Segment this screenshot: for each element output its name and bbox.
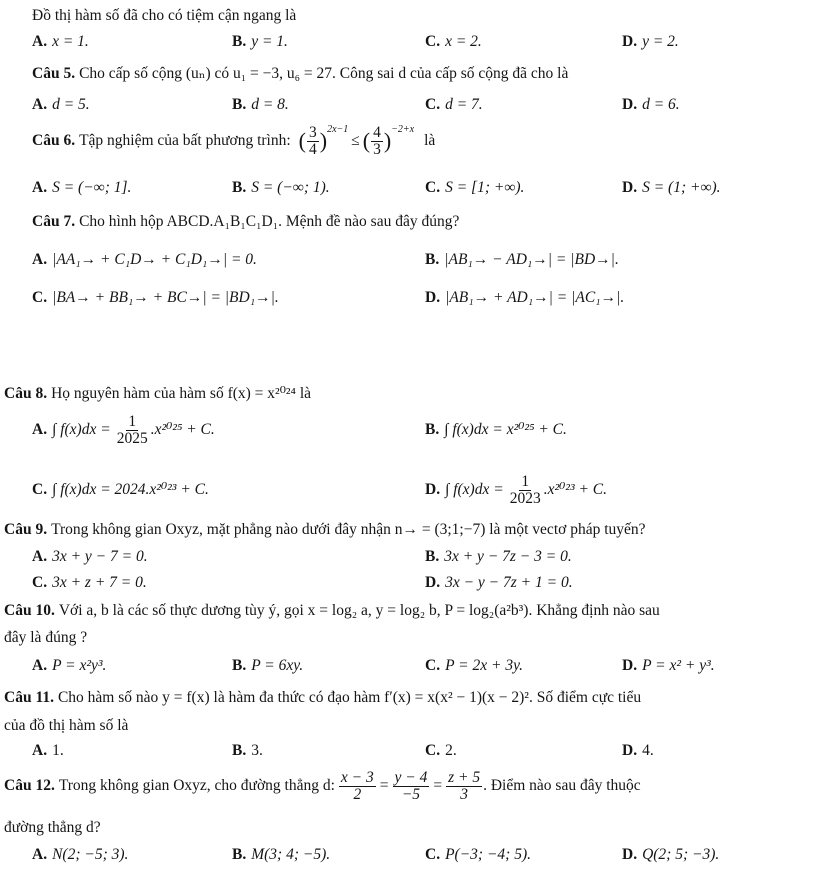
option-text-pre: ∫ f(x)dx = bbox=[445, 481, 504, 498]
frac-numerator: 1 bbox=[521, 472, 530, 490]
option-label: B. bbox=[232, 179, 247, 196]
option-label: A. bbox=[32, 421, 48, 438]
option-label: B. bbox=[232, 657, 247, 674]
q6-option-a[interactable] bbox=[32, 178, 131, 198]
question-number: Câu 8. bbox=[4, 385, 48, 402]
option-text: 2. bbox=[445, 742, 457, 759]
option-text: S = (−∞; 1]. bbox=[52, 179, 132, 196]
frac-denominator: 2 bbox=[353, 785, 362, 803]
q9-option-d[interactable] bbox=[425, 573, 573, 593]
option-text: |AA₁→ + C₁D→ + C₁D₁→| = 0. bbox=[52, 251, 257, 268]
option-label: D. bbox=[622, 657, 638, 674]
option-label: B. bbox=[425, 251, 440, 268]
option-label: A. bbox=[32, 657, 48, 674]
question-text: Trong không gian Oxyz, mặt phẳng nào dưới đây nhận n→ = (3;1;−7) là một vectơ pháp tuyến? bbox=[51, 521, 646, 538]
question-8 bbox=[4, 384, 311, 404]
question-10-continued: đây là đúng ? bbox=[4, 629, 88, 646]
question-number: Câu 11. bbox=[4, 689, 54, 706]
frac-numerator: 3 bbox=[309, 123, 317, 141]
frac-denominator: 2023 bbox=[509, 489, 541, 507]
option-label: D. bbox=[622, 96, 638, 113]
q6-option-d[interactable] bbox=[622, 178, 721, 198]
q11-option-a[interactable] bbox=[32, 741, 64, 761]
line-fraction-y bbox=[393, 770, 430, 803]
option-label: D. bbox=[622, 179, 638, 196]
question-number: Câu 12. bbox=[4, 777, 55, 794]
exponent: −2+x bbox=[391, 124, 415, 135]
frac-denominator: 3 bbox=[460, 785, 468, 803]
option-label: D. bbox=[622, 33, 638, 50]
question-number: Câu 6. bbox=[32, 132, 76, 149]
option-label: D. bbox=[425, 574, 441, 591]
q11-option-b[interactable] bbox=[232, 741, 263, 761]
option-text: Q(2; 5; −3). bbox=[642, 846, 720, 863]
option-label: D. bbox=[425, 289, 441, 306]
option-label: A. bbox=[32, 251, 48, 268]
option-text-post: .x²⁰²³ + C. bbox=[543, 481, 608, 498]
option-fraction bbox=[115, 414, 150, 447]
option-text: S = (−∞; 1). bbox=[251, 179, 330, 196]
option-text: P = 2x + 3y. bbox=[445, 657, 523, 674]
option-text: S = (1; +∞). bbox=[642, 179, 721, 196]
question-11-continued: của đồ thị hàm số là bbox=[4, 717, 129, 734]
question-text-after: . Điểm nào sau đây thuộc bbox=[483, 777, 641, 794]
q10-option-d[interactable] bbox=[622, 656, 715, 676]
question-11 bbox=[4, 688, 641, 708]
frac-numerator: x − 3 bbox=[340, 768, 374, 786]
option-text: x = 1. bbox=[52, 33, 89, 50]
relation-sign: ≤ bbox=[351, 132, 360, 149]
frac-denominator: −5 bbox=[401, 785, 421, 803]
option-label: A. bbox=[32, 846, 48, 863]
frac-denominator: 4 bbox=[309, 140, 317, 158]
option-fraction bbox=[508, 474, 543, 507]
question-9 bbox=[4, 520, 646, 540]
option-label: C. bbox=[32, 481, 48, 498]
close-paren: ) bbox=[383, 128, 392, 153]
option-text: d = 6. bbox=[642, 96, 680, 113]
option-label: C. bbox=[425, 33, 441, 50]
option-text: P = x² + y³. bbox=[642, 657, 715, 674]
q6-option-c[interactable] bbox=[425, 178, 524, 198]
question-number: Câu 5. bbox=[32, 65, 76, 82]
q12-option-c[interactable] bbox=[425, 845, 531, 865]
question-10 bbox=[4, 601, 660, 621]
frac-denominator: 3 bbox=[373, 140, 381, 158]
close-paren: ) bbox=[319, 128, 328, 153]
fraction-3-4 bbox=[307, 125, 319, 158]
option-text: 3x − y − 7z + 1 = 0. bbox=[445, 574, 573, 591]
option-text-post: .x²⁰²⁵ + C. bbox=[150, 421, 215, 438]
option-label: C. bbox=[425, 179, 441, 196]
option-text: P(−3; −4; 5). bbox=[445, 846, 531, 863]
option-text: S = [1; +∞). bbox=[445, 179, 525, 196]
frac-numerator: z + 5 bbox=[448, 768, 481, 786]
question-number: Câu 9. bbox=[4, 521, 48, 538]
q5-option-a[interactable] bbox=[32, 95, 90, 115]
fraction-4-3 bbox=[371, 125, 383, 158]
q12-option-d[interactable] bbox=[622, 845, 719, 865]
option-label: A. bbox=[32, 33, 48, 50]
option-label: A. bbox=[32, 179, 48, 196]
option-text: M(3; 4; −5). bbox=[251, 846, 331, 863]
option-text: d = 5. bbox=[52, 96, 90, 113]
option-label: A. bbox=[32, 548, 48, 565]
q8-option-c[interactable] bbox=[32, 480, 209, 500]
q7-option-c[interactable] bbox=[32, 288, 279, 308]
question-text: Trong không gian Oxyz, cho đường thẳng d: bbox=[58, 777, 335, 794]
option-text: P = 6xy. bbox=[251, 657, 304, 674]
exponent: 2x−1 bbox=[327, 124, 349, 135]
option-label: B. bbox=[232, 742, 247, 759]
open-paren: ( bbox=[362, 128, 371, 153]
intro-option-b[interactable] bbox=[232, 32, 288, 52]
option-label: C. bbox=[425, 742, 441, 759]
intro-option-c[interactable] bbox=[425, 32, 482, 52]
option-label: A. bbox=[32, 742, 48, 759]
q10-option-c[interactable] bbox=[425, 656, 523, 676]
option-text: |BA→ + BB₁→ + BC→| = |BD₁→|. bbox=[52, 289, 279, 306]
question-6 bbox=[32, 118, 435, 164]
question-7 bbox=[32, 212, 459, 232]
option-text: ∫ f(x)dx = x²⁰²⁵ + C. bbox=[444, 421, 567, 438]
q9-option-c[interactable] bbox=[32, 573, 147, 593]
question-5 bbox=[32, 64, 568, 84]
option-text: |AB₁→ + AD₁→| = |AC₁→|. bbox=[445, 289, 625, 306]
question-text: Cho hàm số nào y = f(x) là hàm đa thức có đạo hàm f′(x) = x(x² − 1)(x − 2)². Số điểm cực tiểu bbox=[57, 689, 642, 706]
q7-option-d[interactable] bbox=[425, 288, 624, 308]
option-label: D. bbox=[425, 481, 441, 498]
option-text: d = 7. bbox=[445, 96, 483, 113]
intro-option-d[interactable] bbox=[622, 32, 679, 52]
question-intro-text: Đồ thị hàm số đã cho có tiệm cận ngang là bbox=[32, 7, 297, 24]
option-text: |AB₁→ − AD₁→| = |BD→|. bbox=[444, 251, 619, 268]
option-label: B. bbox=[425, 548, 440, 565]
equals-sign: = bbox=[433, 777, 443, 794]
option-text: 3x + z + 7 = 0. bbox=[52, 574, 147, 591]
q5-option-b[interactable] bbox=[232, 95, 289, 115]
option-label: A. bbox=[32, 96, 48, 113]
q11-option-d[interactable] bbox=[622, 741, 654, 761]
option-text: 3. bbox=[251, 742, 263, 759]
option-label: C. bbox=[425, 657, 441, 674]
option-text: x = 2. bbox=[445, 33, 482, 50]
q7-option-a[interactable] bbox=[32, 250, 257, 270]
q8-option-d[interactable] bbox=[425, 472, 607, 508]
option-text: d = 8. bbox=[251, 96, 289, 113]
q10-option-b[interactable] bbox=[232, 656, 303, 676]
q11-option-c[interactable] bbox=[425, 741, 457, 761]
line-fraction-z bbox=[446, 770, 482, 803]
option-text: 3x + y − 7 = 0. bbox=[52, 548, 148, 565]
frac-numerator: 1 bbox=[128, 412, 137, 430]
frac-numerator: 4 bbox=[373, 123, 381, 141]
question-text: Họ nguyên hàm của hàm số f(x) = x²⁰²⁴ là bbox=[51, 385, 312, 402]
question-number: Câu 7. bbox=[32, 213, 76, 230]
q12-option-b[interactable] bbox=[232, 845, 330, 865]
equals-sign: = bbox=[379, 777, 389, 794]
q6-option-b[interactable] bbox=[232, 178, 330, 198]
question-text: Tập nghiệm của bất phương trình: bbox=[79, 132, 291, 149]
option-text: 1. bbox=[52, 742, 64, 759]
option-text: y = 1. bbox=[251, 33, 288, 50]
option-label: D. bbox=[622, 846, 638, 863]
q10-option-a[interactable] bbox=[32, 656, 106, 676]
line-fraction-x bbox=[339, 770, 376, 803]
option-label: C. bbox=[425, 96, 441, 113]
q9-option-b[interactable] bbox=[425, 547, 572, 567]
q8-option-a[interactable] bbox=[32, 412, 215, 448]
option-text: ∫ f(x)dx = 2024.x²⁰²³ + C. bbox=[52, 481, 209, 498]
option-label: B. bbox=[425, 421, 440, 438]
option-label: B. bbox=[232, 96, 247, 113]
option-label: C. bbox=[32, 574, 48, 591]
question-text: Với a, b là các số thực dương tùy ý, gọi x = log₂ a, y = log₂ b, P = log₂(a²b³). Khẳng định nào sau bbox=[58, 602, 660, 619]
option-text: y = 2. bbox=[642, 33, 679, 50]
option-label: B. bbox=[232, 846, 247, 863]
question-text: Cho cấp số cộng (uₙ) có u₁ = −3, u₆ = 27. Công sai d của cấp số cộng đã cho là bbox=[79, 65, 569, 82]
frac-denominator: 2025 bbox=[116, 429, 148, 447]
question-text-end: là bbox=[424, 132, 436, 149]
option-text: 3x + y − 7z − 3 = 0. bbox=[444, 548, 572, 565]
q8-option-b[interactable] bbox=[425, 420, 567, 440]
question-text: Cho hình hộp ABCD.A₁B₁C₁D₁. Mệnh đề nào sau đây đúng? bbox=[79, 213, 460, 230]
frac-numerator: y − 4 bbox=[394, 768, 428, 786]
q9-option-a[interactable] bbox=[32, 547, 148, 567]
option-label: C. bbox=[32, 289, 48, 306]
option-text: N(2; −5; 3). bbox=[52, 846, 129, 863]
q12-option-a[interactable] bbox=[32, 845, 128, 865]
question-number: Câu 10. bbox=[4, 602, 55, 619]
question-12-continued: đường thẳng d? bbox=[4, 819, 101, 836]
q7-option-b[interactable] bbox=[425, 250, 619, 270]
option-text: P = x²y³. bbox=[52, 657, 107, 674]
intro-option-a[interactable] bbox=[32, 32, 89, 52]
option-label: D. bbox=[622, 742, 638, 759]
option-label: B. bbox=[232, 33, 247, 50]
q5-option-c[interactable] bbox=[425, 95, 483, 115]
question-12 bbox=[4, 764, 641, 808]
option-label: C. bbox=[425, 846, 441, 863]
option-text: 4. bbox=[642, 742, 654, 759]
q5-option-d[interactable] bbox=[622, 95, 680, 115]
option-text-pre: ∫ f(x)dx = bbox=[52, 421, 111, 438]
open-paren: ( bbox=[298, 128, 306, 153]
